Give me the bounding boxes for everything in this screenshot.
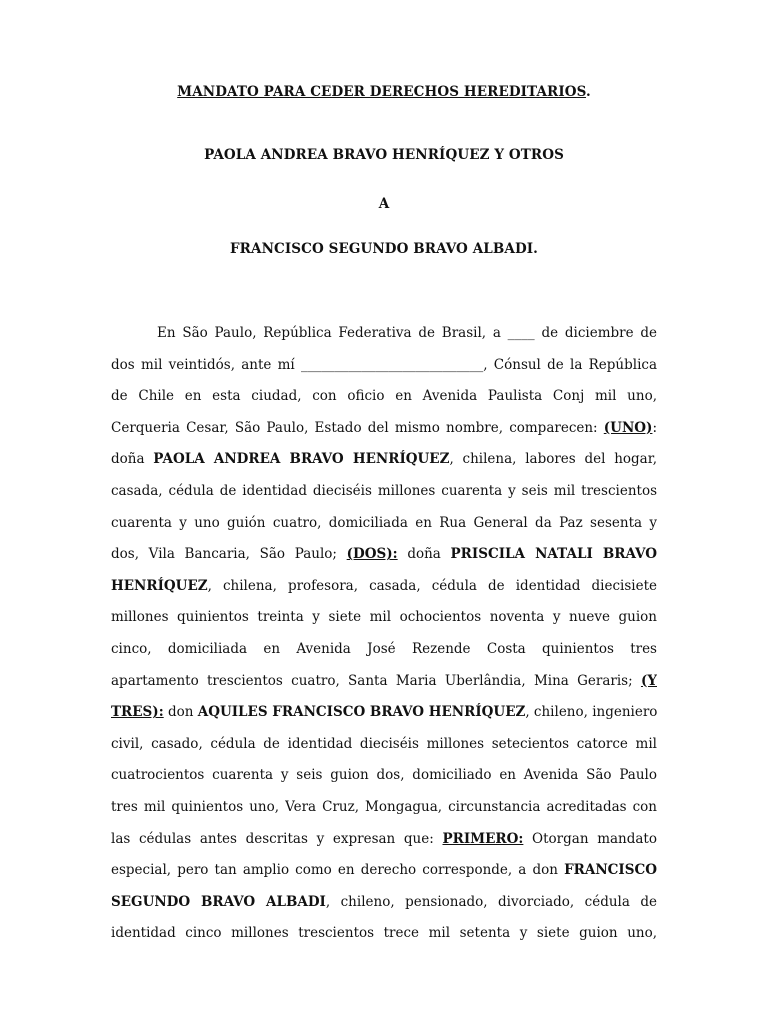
line-text: doña [397, 546, 451, 563]
line-text: dos, Vila Bancaria, São Paulo; [111, 546, 347, 563]
body-line [111, 760, 657, 792]
body-line [111, 697, 657, 729]
clause-label-dos: (DOS): [346, 546, 398, 563]
body-line [111, 571, 657, 603]
line-text: Cerqueria Cesar, São Paulo, Estado del mismo nombre, comparecen: [111, 419, 604, 436]
body-line [111, 666, 657, 698]
body-line [111, 792, 657, 824]
party-name-bold: PAOLA ANDREA BRAVO HENRÍQUEZ [153, 451, 450, 468]
party-name-bold: HENRÍQUEZ [111, 577, 208, 594]
line-text: civil, casado, cédula de identidad dieciséis millones setecientos catorce mil [111, 735, 657, 752]
body-line [111, 508, 657, 540]
body-line [111, 855, 657, 887]
grantor-heading: PAOLA ANDREA BRAVO HENRÍQUEZ Y OTROS [204, 147, 564, 163]
party-name-bold: FRANCISCO [564, 862, 657, 879]
clause-label-uno: (UNO) [603, 419, 653, 436]
grantee-heading: FRANCISCO SEGUNDO BRAVO ALBADI. [230, 241, 538, 257]
body-line [111, 729, 657, 761]
body-line [111, 602, 657, 634]
line-text: Otorgan mandato [523, 830, 657, 847]
line-text: : [652, 419, 657, 436]
line-text: cuarenta y uno guión cuatro, domiciliada en Rua General da Paz sesenta y [111, 514, 657, 531]
line-text: identidad cinco millones trescientos trece mil setenta y siete guion uno, [111, 925, 657, 942]
line-text: las cédulas antes descritas y expresan que: [111, 830, 443, 847]
line-text: , chileno, ingeniero [525, 704, 657, 721]
line-text: En São Paulo, República Federativa de Brasil, a ____ de diciembre de [157, 325, 657, 341]
body-line [111, 824, 657, 856]
document-body [111, 318, 657, 950]
line-text: apartamento trescientos cuatro, Santa Maria Uberlândia, Mina Geraris; [111, 672, 641, 689]
party-name-bold: PRISCILA NATALI BRAVO [450, 546, 657, 563]
body-line [111, 318, 657, 350]
party-name-bold: AQUILES FRANCISCO BRAVO HENRÍQUEZ [197, 704, 526, 721]
line-text: especial, pero tan amplio como en derecho corresponde, a don [111, 862, 565, 879]
body-line [111, 918, 657, 950]
line-text: don [163, 704, 198, 721]
body-line [111, 476, 657, 508]
line-text: tres mil quinientos uno, Vera Cruz, Mongagua, circunstancia acreditadas con [111, 798, 657, 815]
body-line [111, 444, 657, 476]
body-line [111, 350, 657, 382]
clause-label-y-tres-part2: TRES): [111, 704, 164, 721]
body-line [111, 539, 657, 571]
document-title-period: . [586, 84, 591, 100]
line-text: casada, cédula de identidad dieciséis millones cuarenta y seis mil trescientos [111, 482, 657, 499]
body-line [111, 413, 657, 445]
line-text: dos mil veintidós, ante mí ___________________________, Cónsul de la República [111, 356, 657, 373]
body-line [111, 887, 657, 919]
line-text: cuatrocientos cuarenta y seis guion dos, domiciliado en Avenida São Paulo [111, 767, 657, 784]
party-name-bold: SEGUNDO BRAVO ALBADI [111, 893, 326, 910]
line-text: , chilena, labores del hogar, [449, 451, 657, 468]
line-text: millones quinientos treinta y siete mil ochocientos noventa y nueve guion [111, 609, 657, 626]
line-text: de Chile en esta ciudad, con oficio en Avenida Paulista Conj mil uno, [111, 388, 657, 405]
line-text: doña [111, 451, 154, 468]
connector-heading: A [378, 196, 390, 212]
line-text: , chileno, pensionado, divorciado, cédula de [325, 893, 657, 910]
line-text: cinco, domiciliada en Avenida José Rezende Costa quinientos tres [111, 640, 657, 657]
clause-label-primero: PRIMERO: [442, 830, 524, 847]
body-line [111, 634, 657, 666]
clause-label-y-tres-part1: (Y [640, 672, 657, 689]
document-title [0, 84, 768, 100]
body-line [111, 381, 657, 413]
line-text: , chilena, profesora, casada, cédula de identidad diecisiete [207, 577, 657, 594]
document-title-text: MANDATO PARA CEDER DERECHOS HEREDITARIOS [177, 84, 587, 100]
